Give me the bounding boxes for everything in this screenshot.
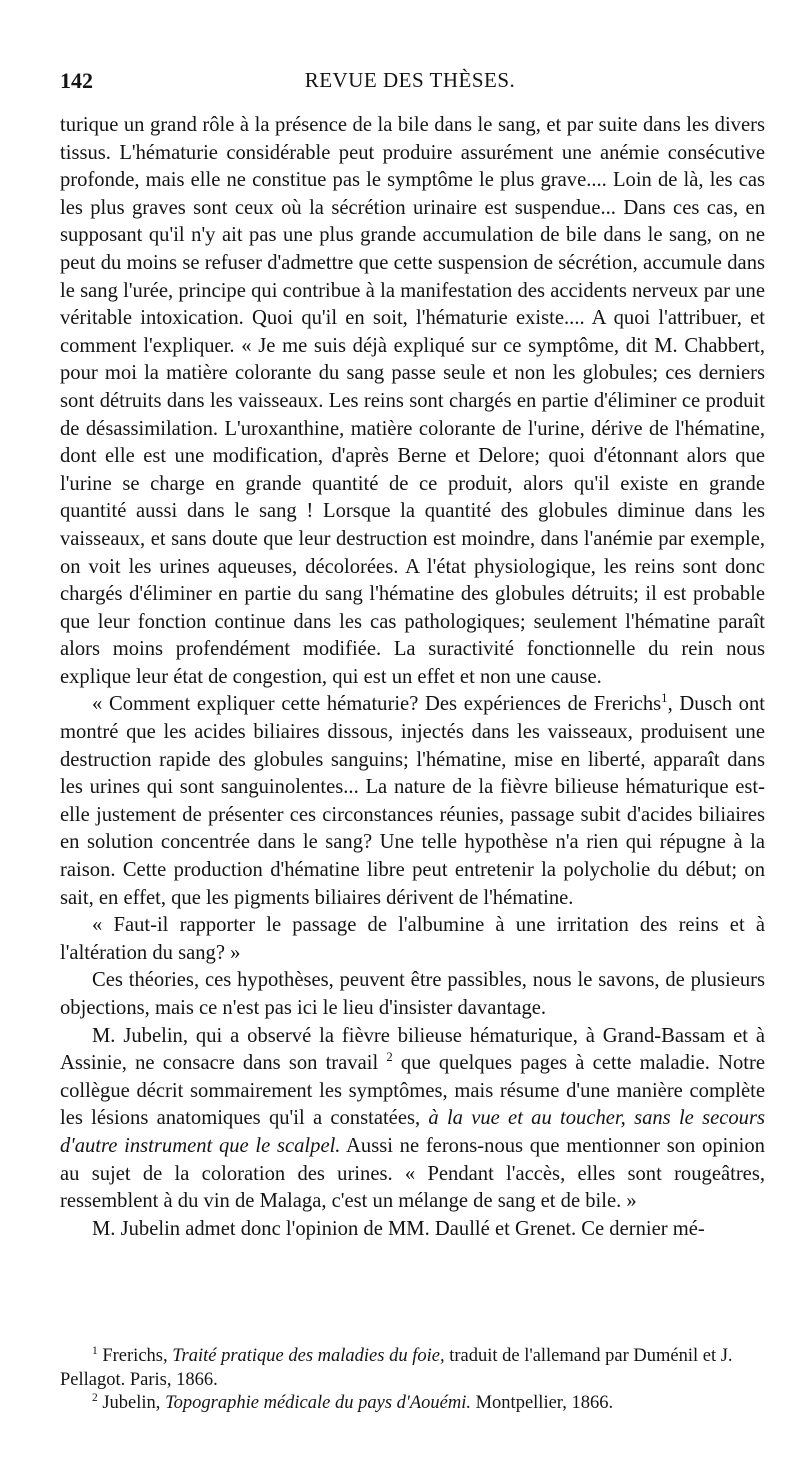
paragraph: « Faut-il rapporter le passage de l'albumine à une irritation des reins et à l'altération du sang? » — [60, 914, 765, 964]
paragraph: Ces théories, ces hypothèses, peuvent être passibles, nous le savons, de plusieurs objections, mais ce n'est pas ici le lieu d'insister davantage. — [60, 969, 765, 1019]
body-text — [60, 112, 765, 1243]
page-header — [60, 68, 760, 98]
running-title: REVUE DES THÈSES. — [304, 68, 516, 92]
footnote-mark: 1 — [92, 1344, 98, 1357]
footnote-author: Frerichs, — [102, 1346, 173, 1366]
footnote-mark: 2 — [92, 1391, 98, 1404]
text-span: que quelques pages à cette maladie. Notre collègue décrit sommairement les symptômes, mais résume d'une manière complète les lésions anatomiques qu'il a constatées, — [60, 1052, 765, 1130]
footnote-ref: 2 — [386, 1050, 393, 1065]
paragraph — [60, 691, 765, 912]
text-span: , Dusch ont montré que les acides biliaires dissous, injectés dans les vaisseaux, produisent une destruction rapide des globules sanguins; l'hématine, mise en liberté, apparaît dans les urines qui sont sanguinolentes... La nature de la fièvre bilieuse hématurique est-elle justement de présenter ces circonstances réunies, passage subit d'acides biliaires en solution concentrée dans le sang? Une telle hypothèse n'a rien qui répugne à la raison. Cette production d'hématine libre peut entretenir la polycholie du début; on sait, en effet, que les pigments biliaires dérivent de l'hématine. — [60, 693, 765, 909]
footnote-title: Traité pratique des maladies du foie, — [172, 1346, 445, 1366]
paragraph — [60, 1023, 765, 1216]
page-number: 142 — [60, 68, 93, 93]
text-span: « Comment expliquer cette hématurie? Des expériences de Frerichs — [92, 693, 662, 716]
footnote-text: Montpellier, 1866. — [470, 1393, 614, 1413]
paragraph: M. Jubelin admet donc l'opinion de MM. Daullé et Grenet. Ce dernier mé- — [92, 1217, 705, 1240]
footnote-title: Topographie médicale du pays d'Aouémi. — [165, 1393, 471, 1413]
footnote — [60, 1392, 765, 1416]
footnote-text: traduit de l'allemand par Duménil et J. Pellagot. Paris, 1866. — [60, 1346, 733, 1390]
footnote-author: Jubelin, — [102, 1393, 166, 1413]
italic-quote: à la vue et au toucher, sans le secours d'autre instrument que le scalpel. — [60, 1107, 765, 1157]
paragraph: turique un grand rôle à la présence de la bile dans le sang, et par suite dans les divers tissus. L'hématurie considérable peut produire assurément une anémie consécutive profonde, mais elle ne constitue pas le symptôme le plus grave.... Loin de là, les cas les plus graves sont ceux où la sécrétion urinaire est suspendue... Dans ces cas, en supposant qu'il n'y ait pas une plus grande accumulation de bile dans le sang, on ne peut du moins se refuser d'admettre que cette suspension de sécrétion, accumule dans le sang l'urée, principe qui contribue à la manifestation des accidents nerveux par une véritable intoxication. Quoi qu'il en soit, l'hématurie existe.... A quoi l'attribuer, et comment l'expliquer. « Je me suis déjà expliqué sur ce symptôme, dit M. Chabbert, pour moi la matière colorante du sang passe seule et non les globules; ces derniers sont détruits dans les vaisseaux. Les reins sont chargés en partie d'éliminer ce produit de désassimilation. L'uroxanthine, matière colorante de l'urine, dérive de l'hématine, dont elle est une modification, d'après Berne et Delore; quoi d'étonnant alors que l'urine se charge en grande quantité de ce produit, alors qu'il existe en grande quantité aussi dans le sang ! Lorsque la quantité des globules diminue dans les vaisseaux, et sans doute que leur destruction est moindre, dans l'anémie par exemple, on voit les urines aqueuses, décolorées. A l'état physiologique, les reins sont donc chargés d'éliminer en partie du sang l'hématine des globules détruits; il est probable que leur fonction continue dans les cas pathologiques; seulement l'hématine paraît alors moins profendément modifiée. La suractivité fonctionnelle du rein nous explique leur état de congestion, qui est un effet et non une cause. — [60, 114, 765, 688]
text-span: Aussi ne ferons-nous que mentionner son opinion au sujet de la coloration des urines. « Pendant l'accès, elles sont rougeâtres, ressemblent à du vin de Malaga, c'est un mélange de sang et de bile. » — [60, 1134, 765, 1213]
footnote-ref: 1 — [661, 691, 668, 706]
text-span: M. Jubelin, qui a observé la fièvre bilieuse hématurique, à Grand-Bassam et à Assinie, ne consacre dans son travail — [60, 1024, 765, 1075]
footnote — [60, 1345, 765, 1392]
footnotes — [60, 1345, 765, 1416]
